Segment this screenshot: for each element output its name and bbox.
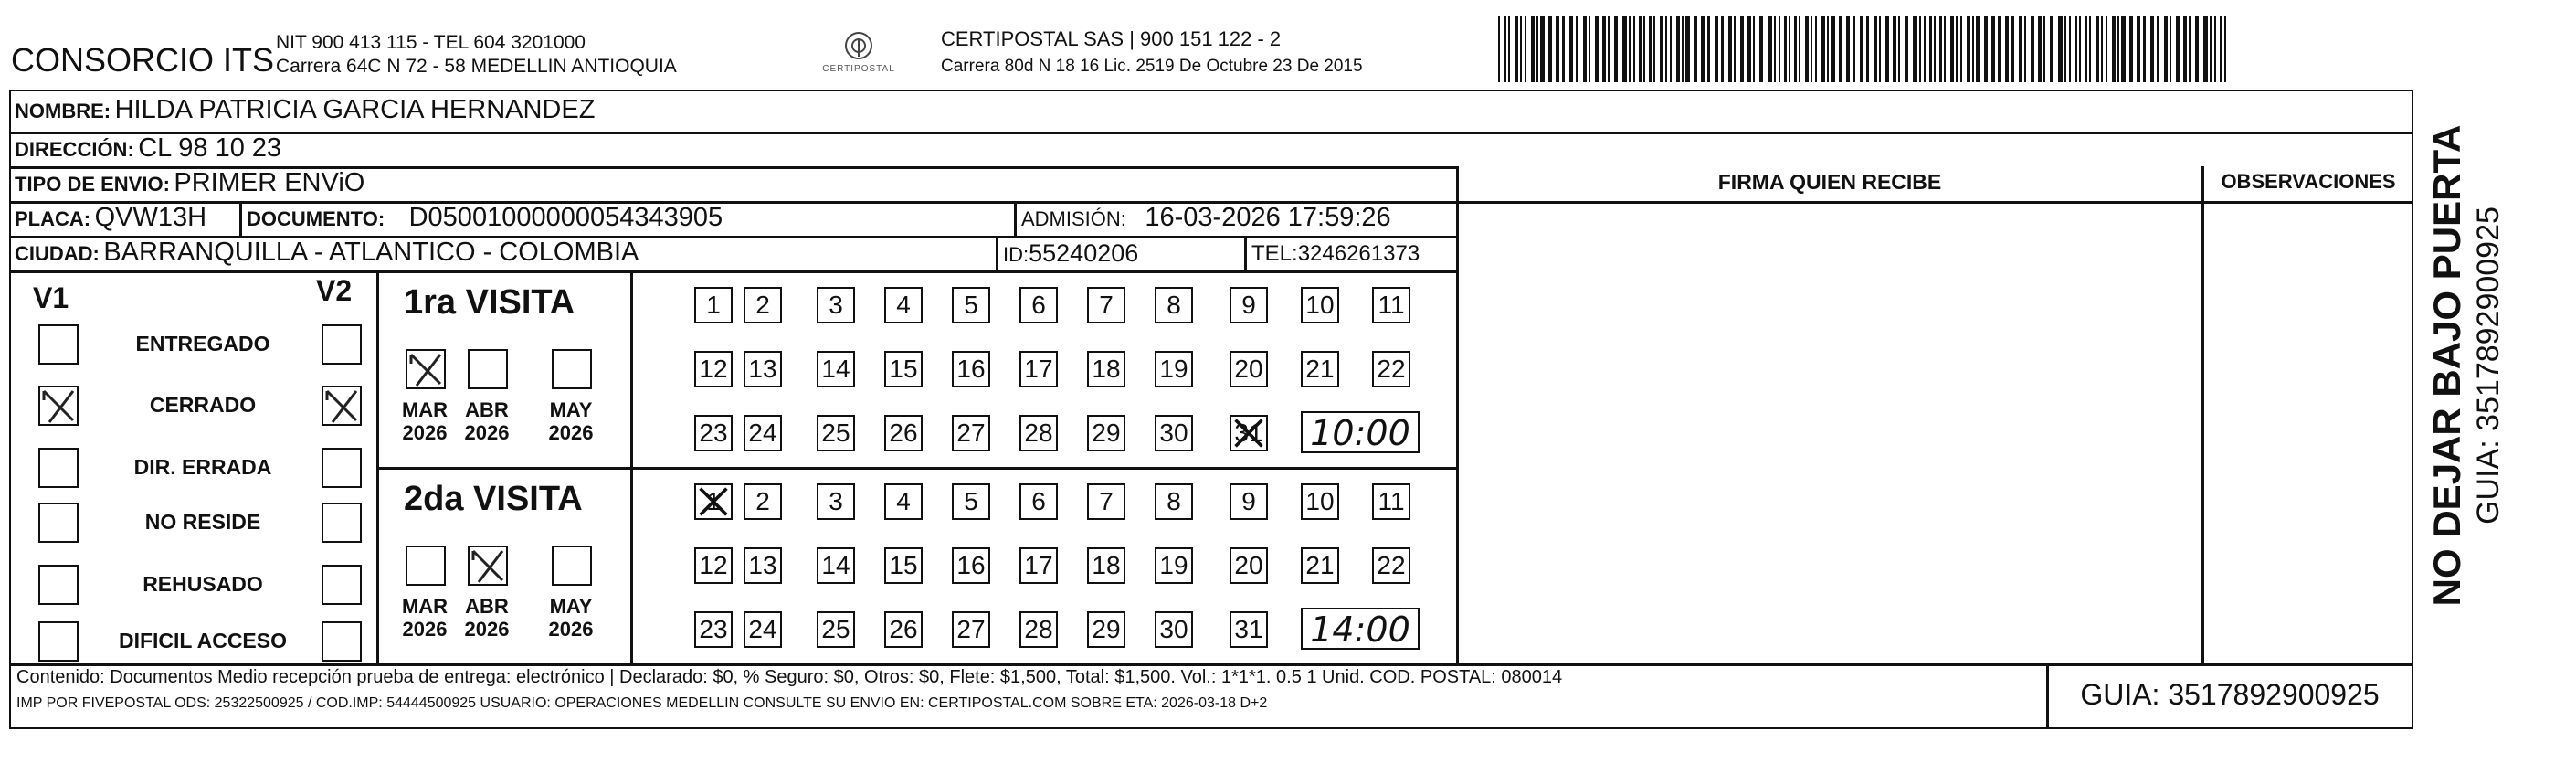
v1-checkbox[interactable] — [38, 386, 79, 426]
courier-info-line1: CERTIPOSTAL SAS | 900 151 122 - 2 — [941, 27, 1282, 50]
day-box[interactable]: 16 — [952, 547, 990, 584]
day-box[interactable]: 7 — [1087, 287, 1125, 323]
v1-checkbox[interactable] — [38, 565, 79, 605]
barcode — [1498, 16, 2229, 82]
check-mark-icon — [470, 547, 506, 584]
day-box[interactable]: 27 — [952, 415, 990, 451]
day-box[interactable]: 21 — [1301, 547, 1339, 584]
day-box[interactable]: 4 — [884, 287, 923, 323]
day-box[interactable]: 23 — [694, 611, 733, 648]
name-label: NOMBRE: — [15, 100, 111, 122]
month-checkbox[interactable] — [468, 349, 508, 389]
v2-checkbox[interactable] — [322, 621, 362, 662]
month-name: MAY — [549, 398, 593, 421]
day-box[interactable]: 26 — [884, 611, 923, 648]
day-box[interactable]: 16 — [952, 351, 990, 387]
month-checkbox[interactable] — [406, 546, 446, 586]
month-name: MAR — [401, 398, 449, 421]
status-option-label: NO RESIDE — [144, 510, 261, 534]
day-box[interactable]: 12 — [694, 351, 733, 387]
month-label — [459, 595, 515, 641]
day-box[interactable]: 17 — [1019, 547, 1058, 584]
day-box[interactable]: 12 — [694, 547, 733, 584]
month-name: MAY — [549, 595, 593, 618]
day-box[interactable]: 17 — [1019, 351, 1058, 387]
day-box[interactable]: 28 — [1019, 415, 1058, 451]
day-box[interactable]: 21 — [1301, 351, 1339, 387]
status-option-label: ENTREGADO — [135, 332, 270, 355]
day-box[interactable]: 5 — [952, 287, 990, 323]
day-box[interactable]: 25 — [817, 611, 855, 648]
check-mark-icon — [40, 387, 77, 424]
day-box[interactable]: 31 — [1230, 611, 1268, 648]
status-option-label: CERRADO — [149, 393, 257, 417]
day-box[interactable]: 7 — [1087, 483, 1125, 520]
signature-area[interactable] — [1459, 202, 2201, 663]
day-box[interactable]: 13 — [744, 351, 782, 387]
month-year: 2026 — [402, 618, 448, 641]
v1-checkbox[interactable] — [38, 503, 79, 543]
day-box[interactable]: 15 — [884, 547, 923, 584]
status-option-label: REHUSADO — [143, 572, 263, 596]
month-name: ABR — [465, 595, 509, 618]
day-box[interactable]: 6 — [1019, 483, 1058, 520]
day-box[interactable]: 10 — [1301, 483, 1339, 520]
check-mark-icon — [323, 387, 360, 424]
day-box[interactable]: 27 — [952, 611, 990, 648]
name-row — [15, 95, 595, 125]
signature-header: FIRMA QUIEN RECIBE — [1717, 170, 1942, 194]
month-label — [459, 398, 515, 444]
plate-value: QVW13H — [94, 203, 207, 232]
v2-checkbox[interactable] — [322, 565, 362, 605]
day-box[interactable]: 8 — [1155, 287, 1193, 323]
day-box[interactable]: 11 — [1372, 287, 1410, 323]
tel-label: TEL: — [1251, 241, 1298, 266]
day-box[interactable]: 11 — [1372, 483, 1410, 520]
plate-field — [15, 203, 206, 233]
day-box[interactable]: 13 — [744, 547, 782, 584]
courier-logo-text: CERTIPOSTAL — [822, 64, 895, 74]
visit-time[interactable]: 10:00 — [1301, 411, 1420, 453]
courier-info-line2: Carrera 80d N 18 16 Lic. 2519 De Octubre 23 De 2015 — [941, 57, 1363, 76]
day-box[interactable]: 28 — [1019, 611, 1058, 648]
v1-checkbox[interactable] — [38, 621, 79, 662]
document-field — [247, 203, 723, 233]
company-info-line2: Carrera 64C N 72 - 58 MEDELLIN ANTIOQUIA — [276, 56, 677, 77]
admission-label: ADMISIÓN: — [1021, 207, 1126, 230]
day-box[interactable]: 9 — [1230, 287, 1268, 323]
day-cross-mark-icon — [1231, 417, 1266, 450]
day-box[interactable]: 14 — [817, 351, 855, 387]
side-warning: NO DEJAR BAJO PUERTA — [2425, 124, 2468, 607]
day-box[interactable]: 9 — [1230, 483, 1268, 520]
footer-print-info: IMP POR FIVEPOSTAL ODS: 25322500925 / COD.IMP: 54444500925 USUARIO: OPERACIONES MEDELLIN CONSULTE SU ENVIO EN: CERTIPOSTAL.COM SOBRE ETA: 2026-03-18 D+2 — [16, 695, 1268, 711]
day-box[interactable]: 25 — [817, 415, 855, 451]
day-box[interactable]: 8 — [1155, 483, 1193, 520]
month-year: 2026 — [402, 421, 448, 444]
day-box[interactable]: 30 — [1155, 611, 1193, 648]
month-name: ABR — [465, 398, 509, 421]
day-cross-mark-icon — [696, 485, 731, 518]
month-year: 2026 — [548, 421, 594, 444]
day-box[interactable]: 14 — [817, 547, 855, 584]
v2-header: V2 — [316, 274, 353, 307]
day-box[interactable]: 2 — [744, 483, 782, 520]
status-option-label: DIR. ERRADA — [133, 455, 272, 479]
observations-area[interactable] — [2204, 202, 2412, 663]
side-guia: GUIA: 3517892900925 — [2471, 207, 2506, 525]
day-box[interactable]: 10 — [1301, 287, 1339, 323]
day-box[interactable]: 6 — [1019, 287, 1058, 323]
day-box[interactable]: 31 — [1230, 415, 1268, 451]
observations-header: OBSERVACIONES — [2221, 170, 2396, 193]
day-box[interactable]: 1 — [694, 483, 733, 520]
day-box[interactable]: 2 — [744, 287, 782, 323]
v1-checkbox[interactable] — [38, 448, 79, 488]
month-checkbox[interactable] — [552, 546, 592, 586]
tel-value: 3246261373 — [1297, 241, 1420, 266]
day-box[interactable]: 20 — [1230, 351, 1268, 387]
day-box[interactable]: 22 — [1372, 351, 1410, 387]
admission-value: 16-03-2026 17:59:26 — [1145, 203, 1391, 232]
footer-contents: Contenido: Documentos Medio recepción prueba de entrega: electrónico | Declarado: $0, % Seguro: $0, Otros: $0, Flete: $1,500, Total: $1,500. Vol.: 1*1*1. 0.5 1 Unid. COD. POSTAL: 080014 — [16, 667, 1563, 687]
day-box[interactable]: 5 — [952, 483, 990, 520]
month-checkbox[interactable] — [552, 349, 592, 389]
visit-time[interactable]: 14:00 — [1301, 608, 1420, 650]
id-value: 55240206 — [1029, 239, 1139, 267]
day-box[interactable]: 18 — [1087, 547, 1125, 584]
month-label — [396, 595, 453, 641]
day-box[interactable]: 23 — [694, 415, 733, 451]
v1-header: V1 — [33, 281, 69, 314]
month-year: 2026 — [464, 618, 510, 641]
visit-title: 2da VISITA — [404, 480, 583, 518]
recipient-name: HILDA PATRICIA GARCIA HERNANDEZ — [114, 95, 596, 124]
visit-title: 1ra VISITA — [404, 283, 575, 322]
v1-checkbox[interactable] — [38, 324, 79, 365]
day-box[interactable]: 18 — [1087, 351, 1125, 387]
document-label: DOCUMENTO: — [247, 207, 385, 230]
day-box[interactable]: 4 — [884, 483, 923, 520]
month-year: 2026 — [464, 421, 510, 444]
day-box[interactable]: 15 — [884, 351, 923, 387]
address-label: DIRECCIÓN: — [15, 138, 134, 161]
month-checkbox[interactable] — [468, 546, 508, 586]
shipping-type: PRIMER ENViO — [174, 168, 365, 197]
day-box[interactable]: 1 — [694, 287, 733, 323]
day-box[interactable]: 24 — [744, 415, 782, 451]
city-value: BARRANQUILLA - ATLANTICO - COLOMBIA — [103, 238, 639, 267]
day-box[interactable]: 19 — [1155, 547, 1193, 584]
day-box[interactable]: 3 — [817, 287, 855, 323]
company-info-line1: NIT 900 413 115 - TEL 604 3201000 — [276, 32, 586, 53]
footer-guia: GUIA: 3517892900925 — [2080, 678, 2380, 711]
admission-field — [1021, 203, 1391, 233]
city-label: CIUDAD: — [15, 242, 100, 265]
month-label — [543, 595, 599, 641]
id-label: ID: — [1003, 243, 1029, 266]
recipient-address: CL 98 10 23 — [138, 133, 282, 163]
city-field — [15, 238, 639, 268]
day-box[interactable]: 29 — [1087, 415, 1125, 451]
month-name: MAR — [401, 595, 449, 618]
address-row — [15, 133, 281, 164]
month-label — [396, 398, 453, 444]
courier-logo — [808, 29, 909, 77]
month-year: 2026 — [548, 618, 594, 641]
plate-label: PLACA: — [15, 207, 91, 230]
check-mark-icon — [407, 351, 444, 387]
v2-checkbox[interactable] — [322, 386, 362, 426]
day-box[interactable]: 26 — [884, 415, 923, 451]
v2-checkbox[interactable] — [322, 324, 362, 365]
month-label — [543, 398, 599, 444]
day-box[interactable]: 19 — [1155, 351, 1193, 387]
day-box[interactable]: 3 — [817, 483, 855, 520]
status-option-label: DIFICIL ACCESO — [118, 629, 287, 652]
shipping-type-label: TIPO DE ENVIO: — [15, 173, 170, 196]
day-box[interactable]: 24 — [744, 611, 782, 648]
barcode-bars — [1498, 16, 2229, 82]
document-value: D05001000000054343905 — [408, 203, 723, 232]
id-field — [1003, 239, 1138, 268]
month-checkbox[interactable] — [406, 349, 446, 389]
v2-checkbox[interactable] — [322, 448, 362, 488]
day-box[interactable]: 22 — [1372, 547, 1410, 584]
v2-checkbox[interactable] — [322, 503, 362, 543]
shipping-type-row — [15, 168, 364, 198]
day-box[interactable]: 30 — [1155, 415, 1193, 451]
tel-field — [1251, 241, 1420, 267]
day-box[interactable]: 20 — [1230, 547, 1268, 584]
company-name: CONSORCIO ITS — [11, 41, 275, 79]
day-box[interactable]: 29 — [1087, 611, 1125, 648]
